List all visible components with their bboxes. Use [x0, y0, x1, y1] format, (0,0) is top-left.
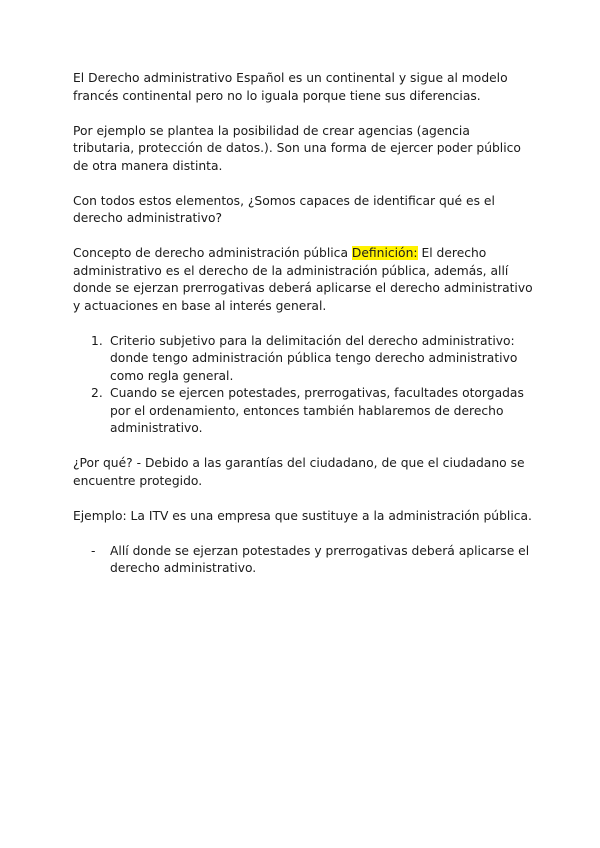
list-number: 2. [91, 386, 103, 400]
paragraph-agencies: Por ejemplo se plantea la posibilidad de crear agencias (agencia tributaria, protección de datos.). Son una forma de ejercer poder público de otra manera distinta. [73, 123, 521, 173]
list-item [73, 333, 533, 386]
list-item-text: Cuando se ejercen potestades, prerrogativas, facultades otorgadas por el ordenamiento, entonces también hablaremos de derecho administrativo. [110, 386, 524, 435]
criteria-list [73, 333, 533, 438]
definition-highlight: Definición: [351, 246, 418, 260]
list-item-text: Allí donde se ejerzan potestades y prerrogativas deberá aplicarse el derecho administrativo. [110, 543, 530, 575]
list-number: 1. [91, 333, 103, 348]
paragraph-intro: El Derecho administrativo Español es un continental y sigue al modelo francés continental pero no lo iguala porque tiene sus diferencias. [73, 71, 508, 103]
document-page [73, 70, 533, 578]
list-item-text: Criterio subjetivo para la delimitación del derecho administrativo: donde tengo administración pública tengo derecho administrativo como regla general. [110, 333, 518, 383]
dash-marker: - [91, 543, 96, 558]
concept-lead: Concepto de derecho administración pública [73, 246, 352, 260]
concept-body: El derecho administrativo es el derecho de la administración pública, además, allí donde se ejerzan prerrogativas deberá aplicarse el derecho administrativo y actuaciones en base al interés general. [73, 246, 533, 313]
paragraph-concept [73, 245, 533, 315]
paragraph-example: Ejemplo: La ITV es una empresa que sustituye a la administración pública. [73, 508, 532, 523]
list-item [73, 385, 533, 438]
bullet-list [73, 543, 533, 578]
list-item [73, 543, 533, 578]
paragraph-question: Con todos estos elementos, ¿Somos capaces de identificar qué es el derecho administrativo? [73, 193, 495, 225]
paragraph-why: ¿Por qué? - Debido a las garantías del ciudadano, de que el ciudadano se encuentre protegido. [73, 456, 525, 488]
